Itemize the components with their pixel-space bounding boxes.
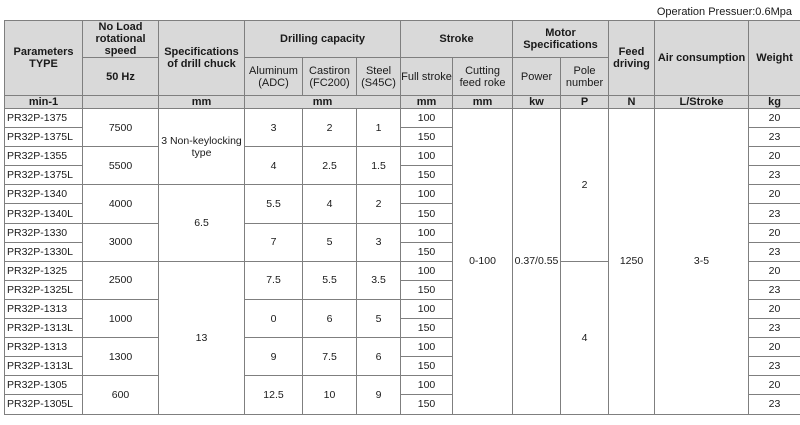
header-parameters-type: Parameters TYPE bbox=[5, 21, 83, 96]
full-stroke-cell: 150 bbox=[401, 395, 453, 414]
type-cell: PR32P-1313L bbox=[5, 357, 83, 376]
full-stroke-cell: 150 bbox=[401, 280, 453, 299]
steel-cell: 2 bbox=[357, 185, 401, 223]
castiron-cell: 2 bbox=[303, 109, 357, 147]
aluminum-cell: 9 bbox=[245, 338, 303, 376]
speed-cell: 2500 bbox=[83, 261, 159, 299]
castiron-cell: 4 bbox=[303, 185, 357, 223]
unit-drilling: mm bbox=[245, 96, 401, 109]
weight-cell: 23 bbox=[749, 357, 800, 376]
steel-cell: 1.5 bbox=[357, 147, 401, 185]
castiron-cell: 2.5 bbox=[303, 147, 357, 185]
unit-power: kw bbox=[513, 96, 561, 109]
speed-cell: 3000 bbox=[83, 223, 159, 261]
weight-cell: 23 bbox=[749, 280, 800, 299]
header-feed-driving: Feed driving bbox=[609, 21, 655, 96]
operation-pressure-note: Operation Pressuer:0.6Mpa bbox=[656, 6, 792, 18]
weight-cell: 23 bbox=[749, 319, 800, 338]
weight-cell: 20 bbox=[749, 376, 800, 395]
type-cell: PR32P-1340 bbox=[5, 185, 83, 204]
full-stroke-cell: 100 bbox=[401, 376, 453, 395]
steel-cell: 1 bbox=[357, 109, 401, 147]
aluminum-cell: 5.5 bbox=[245, 185, 303, 223]
table-row bbox=[5, 109, 800, 128]
weight-cell: 20 bbox=[749, 338, 800, 357]
aluminum-cell: 7.5 bbox=[245, 261, 303, 299]
type-cell: PR32P-1355 bbox=[5, 147, 83, 166]
type-cell: PR32P-1305L bbox=[5, 395, 83, 414]
full-stroke-cell: 150 bbox=[401, 357, 453, 376]
type-cell: PR32P-1375 bbox=[5, 109, 83, 128]
specifications-table bbox=[4, 20, 800, 415]
type-cell: PR32P-1325L bbox=[5, 280, 83, 299]
unit-weight: kg bbox=[749, 96, 800, 109]
full-stroke-cell: 150 bbox=[401, 128, 453, 147]
steel-cell: 3.5 bbox=[357, 261, 401, 299]
full-stroke-cell: 150 bbox=[401, 204, 453, 223]
type-cell: PR32P-1375L bbox=[5, 166, 83, 185]
header-aluminum: Aluminum (ADC) bbox=[245, 58, 303, 96]
castiron-cell: 7.5 bbox=[303, 338, 357, 376]
type-cell: PR32P-1330L bbox=[5, 242, 83, 261]
pole-number-cell-4: 4 bbox=[561, 261, 609, 414]
full-stroke-cell: 100 bbox=[401, 261, 453, 280]
unit-chuck: mm bbox=[159, 96, 245, 109]
header-castiron: Castiron (FC200) bbox=[303, 58, 357, 96]
full-stroke-cell: 150 bbox=[401, 242, 453, 261]
header-power: Power bbox=[513, 58, 561, 96]
unit-cutting-feed: mm bbox=[453, 96, 513, 109]
pole-number-cell-2: 2 bbox=[561, 109, 609, 262]
speed-cell: 4000 bbox=[83, 185, 159, 223]
header-steel: Steel (S45C) bbox=[357, 58, 401, 96]
chuck-cell: 6.5 bbox=[159, 185, 245, 261]
header-stroke: Stroke bbox=[401, 21, 513, 58]
full-stroke-cell: 100 bbox=[401, 299, 453, 318]
header-pole-number: Pole number bbox=[561, 58, 609, 96]
aluminum-cell: 3 bbox=[245, 109, 303, 147]
full-stroke-cell: 100 bbox=[401, 147, 453, 166]
weight-cell: 23 bbox=[749, 128, 800, 147]
weight-cell: 20 bbox=[749, 223, 800, 242]
castiron-cell: 10 bbox=[303, 376, 357, 414]
feed-driving-cell: 1250 bbox=[609, 109, 655, 415]
full-stroke-cell: 100 bbox=[401, 338, 453, 357]
steel-cell: 6 bbox=[357, 338, 401, 376]
full-stroke-cell: 100 bbox=[401, 223, 453, 242]
speed-cell: 1300 bbox=[83, 338, 159, 376]
type-cell: PR32P-1330 bbox=[5, 223, 83, 242]
power-cell: 0.37/0.55 bbox=[513, 109, 561, 415]
steel-cell: 9 bbox=[357, 376, 401, 414]
weight-cell: 23 bbox=[749, 204, 800, 223]
unit-pole: P bbox=[561, 96, 609, 109]
type-cell: PR32P-1340L bbox=[5, 204, 83, 223]
header-weight: Weight bbox=[749, 21, 800, 96]
type-cell: PR32P-1305 bbox=[5, 376, 83, 395]
speed-cell: 1000 bbox=[83, 299, 159, 337]
type-cell: PR32P-1325 bbox=[5, 261, 83, 280]
speed-cell: 7500 bbox=[83, 109, 159, 147]
header-air-consumption: Air consumption bbox=[655, 21, 749, 96]
header-no-load-speed: No Load rotational speed bbox=[83, 21, 159, 58]
full-stroke-cell: 150 bbox=[401, 166, 453, 185]
header-50hz: 50 Hz bbox=[83, 58, 159, 96]
speed-cell: 600 bbox=[83, 376, 159, 414]
full-stroke-cell: 100 bbox=[401, 185, 453, 204]
unit-feed: N bbox=[609, 96, 655, 109]
full-stroke-cell: 150 bbox=[401, 319, 453, 338]
aluminum-cell: 0 bbox=[245, 299, 303, 337]
weight-cell: 23 bbox=[749, 242, 800, 261]
header-motor-specifications: Motor Specifications bbox=[513, 21, 609, 58]
type-cell: PR32P-1313 bbox=[5, 299, 83, 318]
full-stroke-cell: 100 bbox=[401, 109, 453, 128]
aluminum-cell: 7 bbox=[245, 223, 303, 261]
type-cell: PR32P-1313 bbox=[5, 338, 83, 357]
steel-cell: 3 bbox=[357, 223, 401, 261]
aluminum-cell: 12.5 bbox=[245, 376, 303, 414]
header-drill-chuck: Specifications of drill chuck bbox=[159, 21, 245, 96]
weight-cell: 23 bbox=[749, 166, 800, 185]
steel-cell: 5 bbox=[357, 299, 401, 337]
cutting-feed-cell: 0-100 bbox=[453, 109, 513, 415]
unit-full-stroke: mm bbox=[401, 96, 453, 109]
type-cell: PR32P-1313L bbox=[5, 319, 83, 338]
weight-cell: 20 bbox=[749, 109, 800, 128]
header-full-stroke: Full stroke bbox=[401, 58, 453, 96]
weight-cell: 20 bbox=[749, 147, 800, 166]
castiron-cell: 5 bbox=[303, 223, 357, 261]
unit-air: L/Stroke bbox=[655, 96, 749, 109]
weight-cell: 20 bbox=[749, 299, 800, 318]
header-cutting-feed-stroke: Cutting feed roke bbox=[453, 58, 513, 96]
speed-cell: 5500 bbox=[83, 147, 159, 185]
castiron-cell: 6 bbox=[303, 299, 357, 337]
aluminum-cell: 4 bbox=[245, 147, 303, 185]
weight-cell: 23 bbox=[749, 395, 800, 414]
unit-speed: min-1 bbox=[5, 96, 83, 109]
type-cell: PR32P-1375L bbox=[5, 128, 83, 147]
chuck-cell: 13 bbox=[159, 261, 245, 414]
weight-cell: 20 bbox=[749, 261, 800, 280]
castiron-cell: 5.5 bbox=[303, 261, 357, 299]
header-drilling-capacity: Drilling capacity bbox=[245, 21, 401, 58]
weight-cell: 20 bbox=[749, 185, 800, 204]
chuck-cell: 3 Non-keylocking type bbox=[159, 109, 245, 185]
air-consumption-cell: 3-5 bbox=[655, 109, 749, 415]
